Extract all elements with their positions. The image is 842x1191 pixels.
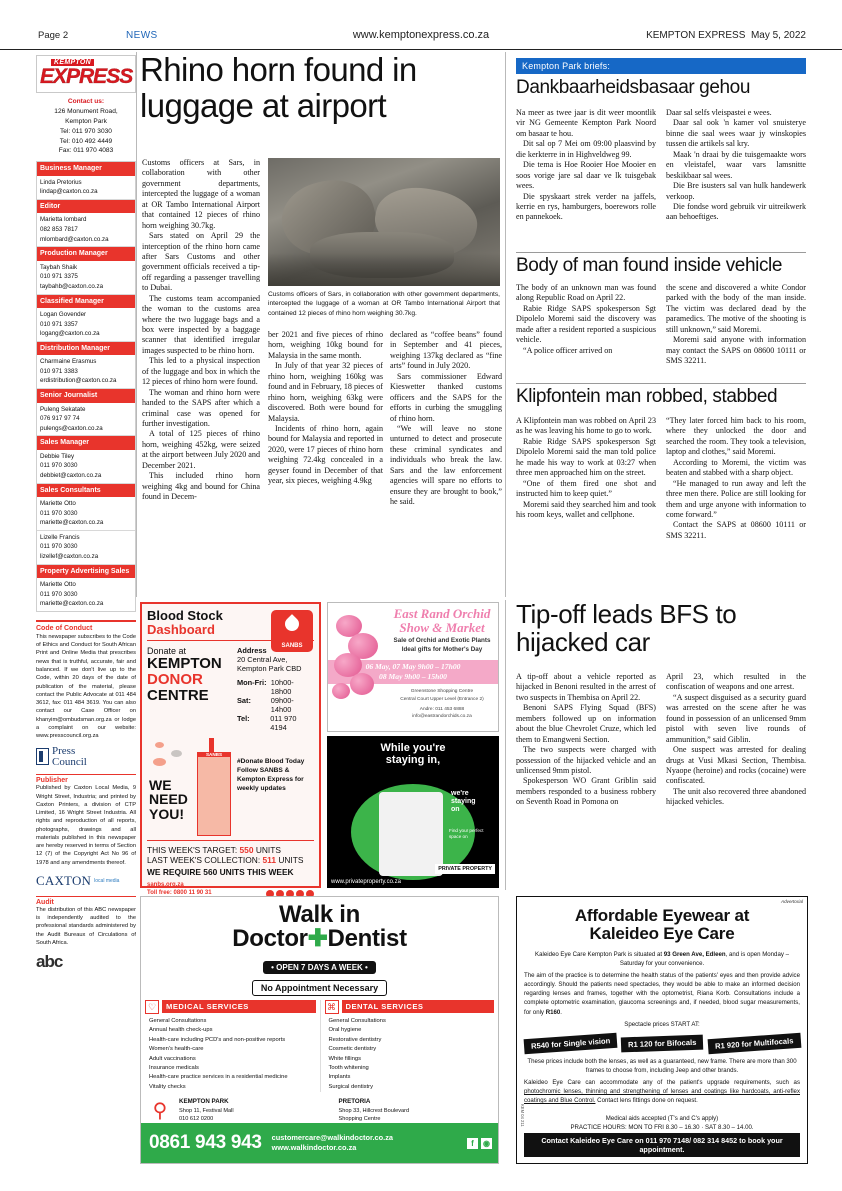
brief2-c1-p1: The body of an unknown man was found along Republic Road on April 22. [516,283,656,303]
target-row [147,845,314,855]
medical-item-0: General Consultations [149,1017,207,1024]
lead-p1: Customs officers at Sars, in collaboration with other government departments, intercepted the luggage of a woman at OR Tambo International Airport that contained 12 pieces of rhino horn weighing 30.7kg. [142,158,260,230]
tipoff-column-2 [666,672,806,808]
contact-block [36,97,136,156]
staff-phone-7: 011 970 3030 [40,509,78,517]
tipoff-c1-p3: The two suspects were charged with possession of the hijacked vehicle and an unlicensed 9mm pistol. [516,745,656,775]
brief1-c1-p1: Na meer as twee jaar is dit weer moontlik vir NG Gemeente Kempton Park Noord om basaar te hou. [516,108,656,138]
advertorial-tag: Advertorial [781,899,803,904]
ad-private-property[interactable] [327,736,499,888]
doc-title-row: Doctor✚Dentist [232,925,407,953]
eyecare-para1-c: , and is open Monday – Saturday for your convenience. [619,950,789,967]
lead-p3: The customs team accompanied the woman to the customs area where the two luggage bags and a box were inspected by a baggage scanner that identified irregular images suspected to be rhino horn. [142,293,260,355]
staff-email-4: erdistribution@caxton.co.za [40,377,117,385]
staff-email-8: lizellef@caxton.co.za [40,553,99,561]
blood-title-line1: Blood Stock [147,608,223,623]
address-label: Address [237,646,267,656]
caxton-logo [36,873,136,889]
collection-units: UNITS [278,855,304,866]
price-multifocals: R1 920 for Multifocals [707,1033,800,1054]
staff-role-4: Distribution Manager [37,342,135,355]
brief1-c2-p3: Maak 'n draai by die tuisgemaakte wors en vleistafel, waar vars lamsnitte beskikbaar sal wees. [666,149,806,180]
price-bifocals: R1 120 for Bifocals [621,1034,704,1052]
staff-name-1: Marietta lombard [40,216,87,224]
lead-c2-p3: Incidents of rhino horn, again bound for Malaysia and reported in 2020, were 17 pieces of rhino horn weighing 72.4kg concealed in a geyser found in December of that year, six pieces, weighing 4.9kg [268,423,383,486]
eyecare-para-3: These prices include both the lenses, as well as a guaranteed, new frame. There are more than 300 frames to choose from, including Jeep and other brands. [527,1057,797,1074]
doctor-email[interactable]: customercare@walkindoctor.co.za [271,1133,394,1143]
brief1-column-2 [666,108,806,223]
tipoff-c1-p4: Spokesperson WO Grant Griblin said members responded to a business robbery on Seventh Road in Pomona on [516,776,656,807]
contact-heading: Contact us: [67,98,105,105]
lead-p7: This included rhino horn weighing 4kg and bound for China found in Decem- [142,471,260,501]
centre-line2: DONOR [147,670,203,688]
hash-line4: weekly updates [237,784,286,792]
tipoff-c1-p1: A tip-off about a vehicle reported as hijacked in Benoni resulted in the arrest of two suspects in Thembisa on April 22. [516,672,656,702]
staff-name-8: Lizelle Francis [40,533,80,541]
price-single-vision: R540 for Single vision [524,1033,618,1054]
location-pin-icon: ⚲ [152,1100,168,1123]
staff-role-1: Editor [37,200,135,213]
doctor-phone[interactable]: 0861 943 943 [149,1132,262,1153]
staff-role-7: Sales Consultants [37,484,135,497]
tipoff-c2-p1: April 23, which resulted in the confiscation of weapons and one arrest. [666,672,806,692]
staff-phone-3: 010 971 3357 [40,320,78,328]
brief2-column-1 [516,283,656,356]
column-rule-2 [505,52,506,597]
brief1-c2-p5: Die fondse word gebruik vir uitreikwerk aan behoeftiges. [666,201,806,222]
eyecare-para2-text: The aim of the practice is to determine the health status of the patients' eyes and then provide advice accordingly. Should the patients need spectacles, they would be able to make an informed decision regarding lenses and frames, together with the optometrist, Riana Korb. Consultations include a complete optometric examination, glaucoma screenings and, if needed, blood sugar measurements, for only [524,972,800,1016]
sanbs-logo [271,610,313,652]
logo-express-text: EXPRESS [40,65,133,88]
brief2-headline: Body of man found inside vehicle [516,255,783,276]
we-need-you-text: WE NEED YOU! [149,777,188,822]
staff-name-4: Charmaine Erasmus [40,358,97,366]
staff-directory [36,161,136,612]
dental-item-6: Implants [328,1074,351,1081]
orchid-dates-2: 08 May 9h00 – 15h00 [379,672,447,682]
lead-c2-p1: ber 2021 and five pieces of rhino horn, weighing 10kg bound for Malaysia in the same month. [268,330,383,360]
orchid-dates-1: 06 May, 07 May 9h00 – 17h00 [365,661,461,671]
blood-ad-title [147,609,257,636]
stethoscope-icon: ♡ [145,1000,159,1014]
building-illustration [197,752,231,836]
staff-email-6: debbiet@caxton.co.za [40,471,102,479]
kempton-express-logo [36,55,136,93]
branch2-name: PRETORIA [338,1098,371,1106]
doc-title-2: Doctor [232,925,308,953]
staff-name-5: Puleng Sekatate [40,405,86,413]
page-number: Page 2 [38,30,69,41]
eyecare-para-1 [524,950,800,968]
caxton-tagline: local media [94,877,120,884]
brief2-c2-p1: the scene and discovered a white Condor parked with the body of the man inside. The victim was declared dead by the paramedics. The motive of the shooting is still unknown,” said Moremi. [666,283,806,334]
staff-entry-7 [37,497,135,531]
brief3-c2-p1: “They later forced him back to his room, where they unlocked the door and searched the room. They took a television, laptop and clothes,” said Moremi. [666,416,806,457]
medical-item-5: Insurance medicals [149,1064,199,1071]
target-value: 550 [239,845,254,856]
sanbs-logo-label: SANBS [281,643,303,649]
centre-line3: CENTRE [147,686,209,704]
staff-role-6: Sales Manager [37,436,135,449]
orchid-sub-1: Sale of Orchid and Exotic Plants [393,637,491,645]
donate-at-label: Donate at [147,646,187,657]
staff-entry-5 [37,403,135,437]
dental-item-2: Restorative dentistry [328,1036,382,1043]
brief3-c2-p2: According to Moremi, the victim was beaten and stabbed with a sharp object. [666,457,806,478]
eyecare-para-4 [524,1078,800,1105]
hours-label-3: Tel: [237,714,250,724]
audit-heading: Audit [36,896,136,906]
pp-cta: Find your perfect space on [449,828,484,839]
code-of-conduct-block [36,620,136,740]
brief1-c2-p4: Die Bre isusters sal van hulk handewerk verkoop. [666,181,806,201]
open-days-pill: • OPEN 7 DAYS A WEEK • [263,961,376,974]
eyecare-para-2: The aim of the practice is to determine the health status of the patients' eyes and then provide advice accordingly. Should the patients need spectacles, they would be able to make an informed decision regarding lenses and frames, together with the optometrist, Riana Korb. Consultations include a complete optometric examination, glaucoma screenings and, if needed, blood sugar measurements, for only R160. [524,972,800,1016]
lead-c3-p3: “We will leave no stone unturned to detect and prosecute these criminal syndicates and individuals who break the law. Sars and the law enforcement agencies will spare no efforts to ensure they are brought to book,” he said. [390,423,502,506]
dental-item-5: Tooth whitening [328,1064,369,1071]
staff-phone-1: 082 853 7817 [40,226,78,234]
blood-tollfree: Toll free: 0800 11 90 31 [147,890,212,897]
branch2-line2: Shopping Centre [338,1116,381,1123]
staff-phone-5: 076 917 97 74 [40,415,80,423]
eyecare-medical-aids: Medical aids accepted (T's and C's apply) [605,1114,719,1122]
cloud-icon-2 [171,750,182,757]
staff-email-5: pulengs@caxton.co.za [40,424,103,432]
instagram-icon[interactable]: ◉ [481,1138,492,1149]
donor-centre-name [147,656,231,703]
brief-divider-1 [516,252,806,253]
brief2-c1-p2: Rabie Ridge SAPS spokesperson Sgt Dipolelo Moremi said the discovery was made after a resident reported a suspicious vehicle. [516,303,656,345]
staff-phone-4: 010 971 3383 [40,367,78,375]
press-council-logo [36,746,136,767]
brief1-c1-p3: Die tema is Hoe Rooier Hoe Mooier en soos vorige jare sal daar ve lk tuisgebak wees. [516,160,656,191]
telephone-2: Tel: 010 492 4449 [59,137,113,145]
blood-drop-icon [209,738,214,752]
staff-name-2: Taybah Shaik [40,263,78,271]
address-line-1: 126 Monument Road, [54,107,118,115]
staff-name-0: Linda Pretorius [40,178,82,186]
hash-line2: Follow SANBS & [237,766,290,774]
target-units: UNITS [255,845,281,856]
page-header [0,0,842,50]
eyecare-hours: PRACTICE HOURS: MON TO FRI 8.30 – 16.30 · SAT 8.30 – 14.00. [570,1123,754,1131]
masthead-date [646,30,806,41]
brief1-column-1 [516,108,656,223]
medical-item-6: Health-care practice services in a residential medicine [149,1074,288,1081]
blood-address-1: 20 Central Ave, [237,655,288,665]
lead-article-column-3 [390,330,502,507]
staff-name-3: Logan Govender [40,310,87,318]
orchid-venue-2: Central Court Upper Level (Entrance 2) [400,696,484,702]
brief1-c2-p1: Daar sal selfs vleispastei e wees. [666,108,772,117]
staff-entry-4 [37,355,135,389]
medical-item-3: Women's health-care [149,1046,204,1053]
address-line-2: Kempton Park [65,117,107,125]
code-of-conduct-heading: Code of Conduct [36,624,93,632]
collection-label: LAST WEEK'S COLLECTION: [147,855,261,866]
branch1-line2: 010 612 0200 [179,1116,214,1123]
eyecare-contact-footer[interactable]: Contact Kaleideo Eye Care on 011 970 7148/ 082 314 8452 to book your appointment. [524,1133,800,1157]
brief3-column-1 [516,416,656,520]
section-label: NEWS [126,30,158,41]
issue-date: May 5, 2022 [750,30,806,41]
logo-kempton-text: KEMPTON [51,59,94,66]
brief1-c1-p2: Dit sal op 7 Mei om 09:00 plaasvind by die kerkterre in in Highveldweg 99. [516,139,656,159]
brief3-c1-p4: Moremi said they searched him and took his room keys, wallet and cellphone. [516,499,656,519]
eyecare-address: 93 Green Ave, Edleen [663,950,726,958]
tipoff-c2-p3: One suspect was arrested for dealing drugs at Vusi Mkasi Section, Thembisa. Nyaope (heroine) and rocks (cocaine) were confiscated. [666,745,806,786]
staff-role-2: Production Manager [37,247,135,260]
staff-phone-8: 011 970 3030 [40,543,78,551]
photo-caption: Customs officers of Sars, in collaboration with other government departments, intercepted the luggage of a woman at OR Tambo International Airport that contained 12 pieces of rhino horn weighing 30.7kg. [268,291,500,317]
eyecare-price-row [524,1036,800,1051]
orchid-title-2: Show & Market [399,619,485,635]
orchid-title-1: East Rand Orchid [393,606,491,621]
branch1-name: KEMPTON PARK [179,1098,229,1106]
staff-email-1: mlombard@caxton.co.za [40,235,109,243]
tipoff-c2-p2: “A suspect disguised as a security guard was arrested on the scene after he was found in possession of an unlicensed 9mm pistol with seven live rounds of ammunition,” said Giblin. [666,692,806,744]
branch-1 [179,1098,333,1123]
staff-entry-2 [37,261,135,295]
dental-services-list [325,1014,495,1092]
tipoff-c1-p2: Benoni SAPS Flying Squad (BFS) members followed up on information about the blue Chevrolet Cruze, which led them to Emangweni Section. [516,703,656,744]
medical-item-4: Adult vaccinations [149,1055,196,1062]
lead-p6: A total of 125 pieces of rhino horn, weighing 452kg, were seized at the airport between July 2020 and December 2021. [142,429,260,470]
orchid-contact-1: Andre: 011 453 6888 [419,706,465,712]
orchid-illustration [330,607,390,707]
medical-services-list [145,1014,316,1092]
medical-item-7: Vitality checks [149,1083,186,1090]
briefs-banner: Kempton Park briefs: [516,58,806,74]
cloud-icon-1 [155,742,164,748]
pp-line-4: staying [451,798,476,806]
orchid-sub-2: Ideal gifts for Mother's Day [401,646,483,654]
blood-divider-2 [147,840,314,841]
staff-phone-2: 010 971 3375 [40,273,78,281]
blood-title-line2: Dashboard [147,621,215,637]
brief3-c2-p3: “He managed to run away and left the three men there. Police are still looking for them and urge anyone with information to come forward.” [666,478,806,519]
pp-right-text [451,790,493,814]
fax-number: Fax: 011 970 4083 [58,147,114,155]
staff-entry-6 [37,450,135,484]
eyecare-side-code: KEM 04 211 [520,1104,525,1127]
eyecare-para4-c: Contact lens fittings done on request. [595,1097,698,1105]
staff-email-2: taybahb@caxton.co.za [40,282,104,290]
medical-item-1: Annual health check-ups [149,1027,213,1034]
doctor-social-icons[interactable] [467,1138,492,1149]
facebook-icon[interactable]: f [467,1138,478,1149]
brief1-c2-p2: Daar sal ook 'n kamer vol snuisterye binne die saal wees waar jy winskopies tussen die artikels sal kry. [666,118,806,149]
staff-entry-3 [37,308,135,342]
pp-url[interactable]: www.privateproperty.co.za [331,879,401,885]
column-rule-1 [136,52,137,597]
orchid-venue-1: Greenstone Shopping Centre [410,689,474,695]
brief3-column-2 [666,416,806,541]
brief1-c1-p4: Die spyskaart strek verder na jaffels, kerrie en rys, hamburgers, boerewors rolle en pannekoek. [516,191,656,222]
orchid-contact-2[interactable]: info@eastrandorchids.co.za [412,713,472,719]
eyecare-title-2: Kaleideo Eye Care [589,924,735,944]
brief1-headline: Dankbaarheidsbasaar gehou [516,77,751,98]
lead-article-column-2 [268,330,383,487]
phone-mockup [379,792,443,876]
brief2-column-2 [666,283,806,367]
rhino-horn-photo [268,158,500,286]
doctor-contact-block[interactable] [272,1133,457,1153]
audit-body: The distribution of this ABC newspaper is independently audited to the professional standards administered by the Audit Bureaux of Circulations of South Africa. [36,906,136,946]
private-property-brand: PRIVATE PROPERTY [435,864,495,874]
ad-walk-in-doctor[interactable] [140,896,499,1164]
blood-address-2: Kempton Park CBD [237,664,302,674]
no-appointment-pill: No Appointment Necessary [252,980,387,996]
lead-p4: This led to a physical inspection of the luggage and box in which the 12 pieces of rhino horn were found. [142,356,260,387]
brief-divider-2 [516,383,806,384]
dental-services-header: DENTAL SERVICES [342,1000,495,1013]
telephone-1: Tel: 011 970 3030 [60,127,112,135]
dental-item-3: Cosmetic dentistry [328,1046,377,1053]
pp-line-2: staying in, [385,754,441,767]
staff-email-7: mariette@caxton.co.za [40,519,104,527]
lead-p2: Sars stated on April 29 the interception of the rhino horn came after Sars Customs and other government officials received a tip-off regarding a passenger travelling to Dubai. [142,231,260,293]
lead-c3-p1: declared as “coffee beans” found in September and 41 pieces, weighing 137kg declared as “fine arts” found in July 2020. [390,330,502,371]
staff-phone-6: 011 970 3030 [40,462,78,470]
lead-article-column-1 [142,158,260,502]
tipoff-column-1 [516,672,656,808]
publisher-heading: Publisher [36,774,136,784]
requirement-row: WE REQUIRE 560 UNITS THIS WEEK [147,867,294,878]
branch1-line1: Shop 11, Festival Mall [179,1108,234,1115]
hash-line3: Kempton Express for [237,775,304,783]
brief3-c1-p2: Rabie Ridge SAPS spokesperson Sgt Dipolelo Moremi said the man told police he made his way to work at 03:27 when three men approached him on the street. [516,436,656,478]
blood-phone: 011 970 4194 [270,714,297,733]
masthead-sidebar [36,55,136,972]
tooth-icon: ⌘ [325,1000,339,1014]
hours-label-1: Mon-Fri: [237,678,267,688]
medical-item-2: Health-care including PCD's and non-positive reports [149,1036,286,1043]
pp-line-1: While you're [380,742,446,754]
website-url: www.kemptonexpress.co.za [352,29,490,41]
doc-title-1: Walk in [278,901,361,928]
pp-line-3: we're [451,790,469,797]
staff-name-6: Debbie Tiley [40,452,75,460]
staff-email-0: lindap@caxton.co.za [40,188,98,196]
press-council-label: Press Council [52,745,87,768]
staff-entry-0 [37,176,135,200]
hashtag-block [237,758,323,794]
hash-line1: #Donate Blood Today [237,758,305,766]
eyecare-start-at: Spectacle prices START AT: [624,1020,700,1028]
staff-role-5: Senior Journalist [37,389,135,402]
collection-value: 511 [262,855,276,866]
eyecare-consult-price: R160 [545,1008,561,1016]
brief2-c2-p2: Moremi said anyone with information may contact the SAPS on 08600 10111 or SMS 32211. [666,335,806,366]
staff-email-9: mariette@caxton.co.za [40,600,104,608]
tipoff-c2-p4: The unit also recovered three abandoned hijacked vehicles. [666,786,806,807]
blood-website[interactable]: sanbs.org.za [147,882,184,889]
brief3-c2-p4: Contact the SAPS at 08600 10111 or SMS 32211. [666,520,806,540]
dental-item-0: General Consultations [328,1017,386,1024]
hours-label-2: Sat: [237,696,251,706]
hours-value-2: 09h00-14h00 [270,696,294,715]
brief3-c1-p3: “One of them fired one shot and instructed him to keep quiet.” [516,478,656,499]
centre-line1: KEMPTON [147,655,222,673]
hours-value-1: 10h00-18h00 [270,678,294,697]
staff-name-9: Mariette Otto [40,581,76,589]
column-rule-3 [505,600,506,890]
staff-phone-9: 011 970 3030 [40,590,78,598]
press-council-icon [36,748,49,765]
code-of-conduct-body: This newspaper subscribes to the Code of Ethics and Conduct for South African Print and Online Media that prescribes news that is truthful, accurate, fair and balanced. If we don't live up to the Code, within 20 days of the date of publication of the material, please contact the Public Advocate at 011 484 3612, fax: 011 484 3619. You can also contact our Case Officer on khanyim@ombudsman.org.za or lodge a complaint on our website: www.presscouncil.org.za [36,633,136,740]
eyecare-upgrades: photochromic lenses, thinning and strengthening of lenses and coatings like hardcoats, anti-reflex coatings and Blue Control. [524,1088,800,1105]
branch2-line1: Shop 33, Hillcrest Boulevard [338,1108,410,1115]
doctor-website[interactable]: www.walkindoctor.co.za [271,1143,357,1152]
staff-role-0: Business Manager [37,162,135,175]
brief3-headline: Klipfontein man robbed, stabbed [516,386,778,407]
dental-item-4: White fillings [328,1055,362,1062]
target-label: THIS WEEK'S TARGET: [147,845,238,856]
cloud-icon-3 [153,758,166,766]
staff-email-3: logang@caxton.co.za [40,330,100,338]
staff-role-9: Property Advertising Sales [37,565,135,578]
lead-headline: Rhino horn found in luggage at airport [140,51,417,124]
staff-role-3: Classified Manager [37,295,135,308]
staff-entry-1 [37,213,135,247]
tipoff-headline: Tip-off leads BFS to hijacked car [516,599,737,658]
doctor-contact-bar[interactable] [141,1123,499,1163]
eyecare-para4-a: Kaleideo Eye Care can accommodate any of the patient's upgrade requirements, such as [524,1079,800,1087]
staff-name-7: Mariette Otto [40,500,76,508]
staff-entry-8 [37,531,135,565]
abc-logo: abc [36,952,63,972]
caxton-wordmark: CAXTON [36,872,92,888]
eyecare-para1-a: Kaleideo Eye Care Kempton Park is situated at [535,950,664,958]
lead-c2-p2: In July of that year 32 pieces of rhino horn, weighing 160kg was found and in February, 18 pieces of rhino horn, weighing 63kg were discovered. Both were bound for Malaysia. [268,361,383,423]
ad-sanbs-blood-stock[interactable] [140,602,321,897]
ad-kaleideo-eye-care[interactable] [516,896,808,1164]
eyecare-title-1: Affordable Eyewear at [574,906,750,925]
publisher-body: Published by Caxton Local Media, 9 Wright Street, Industria; and printed by Caxton Printers, a division of CTP Limited, 16 Wright Street Industria. All rights and reproduction of all reports, photographs, drawings and all materials published in this newspaper are hereby reserved in terms of Section 12 (7) of the Copyright Act No 96 of 1978 and any amendments thereof. [36,785,136,866]
brief2-c1-p3: “A police officer arrived on [523,345,613,355]
medical-services-header: MEDICAL SERVICES [162,1000,316,1013]
pp-line-5: on [451,806,460,814]
brief3-c1-p1: A Klipfontein man was robbed on April 23 as he was leaving his home to go to work. [516,416,656,436]
dental-item-1: Oral hygiene [328,1027,362,1034]
ad-east-rand-orchid[interactable] [327,602,499,732]
doc-title-3: Dentist [327,925,407,953]
collection-row [147,855,314,865]
lead-c3-p2: Sars commissioner Edward Kieswetter thanked customs officers and the SAPS for the efforts in curbing the smuggling of rhino horn. [390,371,502,423]
lead-p5: The woman and rhino horn were handed to the SAPS after which a criminal case was opened for further investigation. [142,387,260,428]
building-sanbs-tag: SANBS [197,752,231,757]
masthead-title: KEMPTON EXPRESS [646,30,746,41]
staff-entry-9 [37,578,135,611]
dental-item-7: Surgical dentistry [328,1083,373,1090]
